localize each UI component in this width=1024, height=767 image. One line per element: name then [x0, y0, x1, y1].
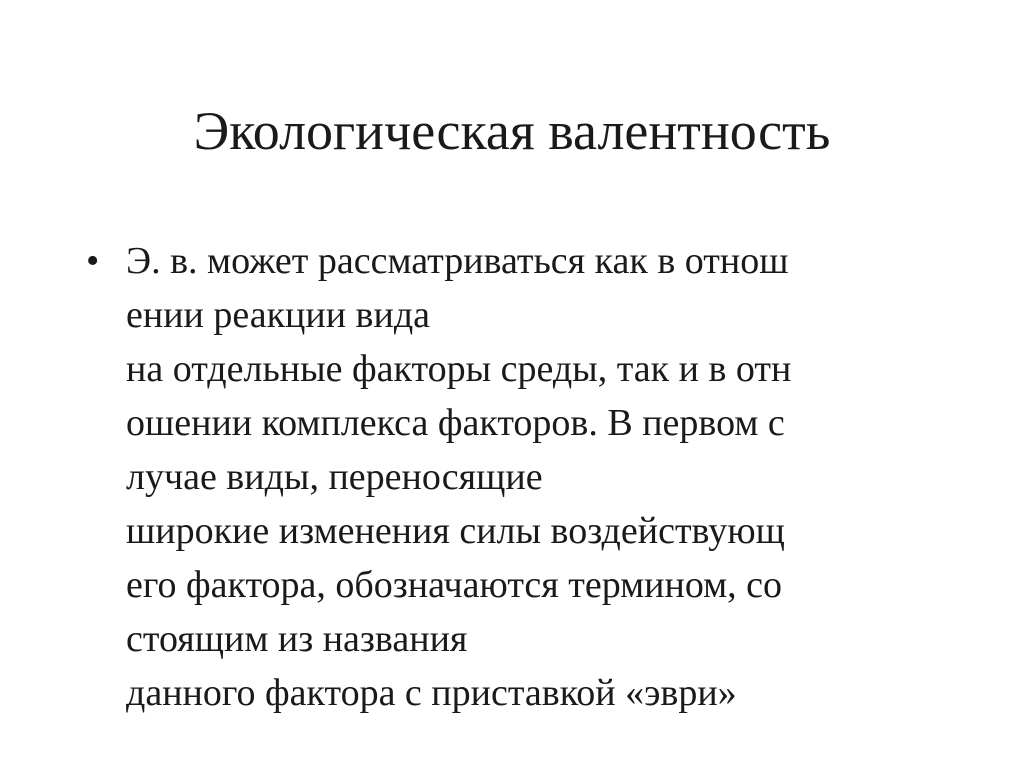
- bullet-line: ошении комплекса факторов. В первом с: [126, 402, 785, 444]
- bullet-line: данного фактора с приставкой «эври»: [126, 672, 737, 714]
- bullet-line: на отдельные факторы среды, так и в отн: [126, 348, 792, 390]
- bullet-marker: •: [86, 240, 100, 282]
- bullet-line: ении реакции вида: [126, 294, 431, 336]
- bullet-list: [86, 234, 986, 720]
- bullet-item: [86, 234, 986, 720]
- bullet-line: стоящим из названия: [126, 618, 468, 660]
- bullet-line: Э. в. может рассматриваться как в отнош: [126, 240, 789, 282]
- bullet-line: широкие изменения силы воздействующ: [126, 510, 785, 552]
- bullet-line: лучае виды, переносящие: [126, 456, 543, 498]
- bullet-line: его фактора, обозначаются термином, со: [126, 564, 783, 606]
- slide-title: Экологическая валентность: [193, 101, 831, 161]
- bullet-text: [126, 234, 986, 720]
